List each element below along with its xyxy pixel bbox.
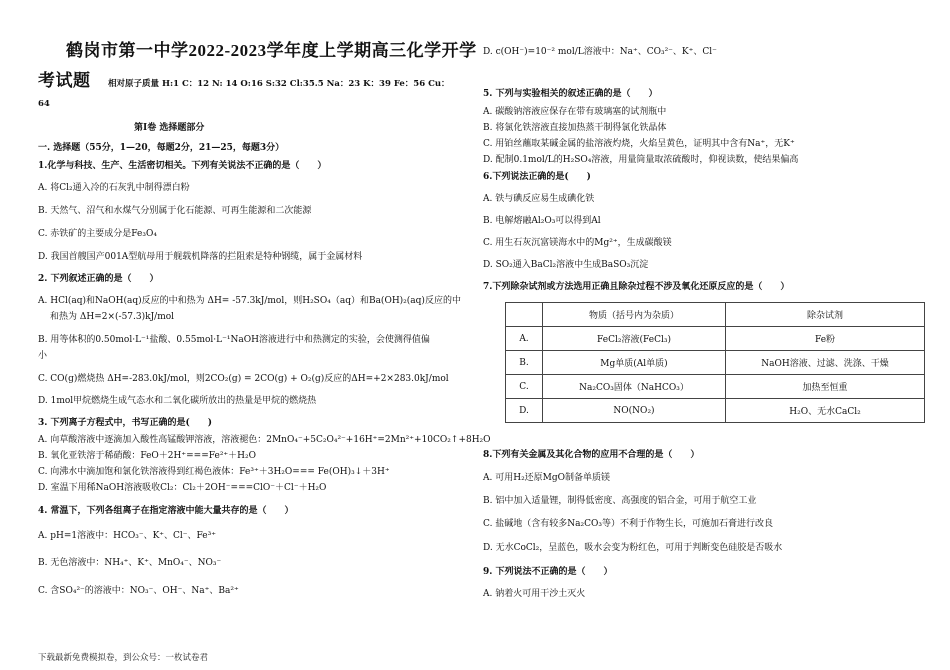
q4-option-b: B. 无色溶液中：NH₄⁺、K⁺、MnO₄⁻、NO₃⁻ <box>38 558 222 568</box>
question-5: 5. 下列与实验相关的叙述正确的是（ ） <box>483 89 658 99</box>
q2-option-b: B. 用等体积的0.50mol·L⁻¹盐酸、0.55mol·L⁻¹NaOH溶液进行中和热测定的实验，会使测得值偏 <box>38 335 430 345</box>
question-6: 6.下列说法正确的是( ) <box>483 172 591 182</box>
section-instruction: 一. 选择题（55分，1—20，每题2分，21—25，每题3分） <box>38 143 285 153</box>
exam-title-line1: 鹤岗市第一中学2022-2023学年度上学期高三化学开学 <box>66 41 477 60</box>
q2-option-a: A. HCl(aq)和NaOH(aq)反应的中和热为 ΔH= -57.3kJ/mol，则H₂SO₄（aq）和Ba(OH)₂(aq)反应的中 <box>38 296 461 306</box>
q2-option-b-cont: 小 <box>38 351 48 361</box>
q1-option-c: C. 赤铁矿的主要成分是Fe₃O₄ <box>38 229 157 239</box>
atomic-masses-cont: 64 <box>38 99 50 109</box>
table-header-row <box>506 303 925 327</box>
question-8: 8.下列有关金属及其化合物的应用不合理的是（ ） <box>483 450 700 460</box>
q4-option-a: A. pH=1溶液中：HCO₃⁻、K⁺、Cl⁻、Fe³⁺ <box>38 531 216 541</box>
table-cell: Mg单质(Al单质) <box>543 351 726 375</box>
table-cell: NO(NO₂) <box>543 399 726 423</box>
question-1: 1.化学与科技、生产、生活密切相关。下列有关说法不正确的是（ ） <box>38 161 327 171</box>
table-cell: C. <box>506 375 543 399</box>
q3-option-c: C. 向沸水中滴加饱和氯化铁溶液得到红褐色液体：Fe³⁺＋3H₂O=== Fe(OH)₃↓＋3H⁺ <box>38 467 390 477</box>
table-row <box>506 327 925 351</box>
q3-option-a: A. 向草酸溶液中逐滴加入酸性高锰酸钾溶液，溶液褪色：2MnO₄⁻+5C₂O₄²⁻+16H⁺=2Mn²⁺+10CO₂↑+8H₂O <box>38 435 491 445</box>
q5-option-d: D. 配制0.1mol/L的H₂SO₄溶液，用量筒量取浓硫酸时，仰视读数，使结果偏高 <box>483 155 799 165</box>
q2-option-c: C. CO(g)燃烧热 ΔH=-283.0kJ/mol，则2CO₂(g) = 2CO(g) + O₂(g)反应的ΔH=+2×283.0kJ/mol <box>38 374 449 384</box>
table-cell: D. <box>506 399 543 423</box>
q1-option-b: B. 天然气、沼气和水煤气分别属于化石能源、可再生能源和二次能源 <box>38 206 312 216</box>
table-cell: FeCl₂溶液(FeCl₃) <box>543 327 726 351</box>
q8-option-c: C. 盐碱地（含有较多Na₂CO₃等）不利于作物生长，可施加石膏进行改良 <box>483 519 774 529</box>
table-cell: Na₂CO₃固体（NaHCO₃） <box>543 375 726 399</box>
q9-option-a: A. 钠着火可用干沙土灭火 <box>483 589 586 599</box>
q8-option-d: D. 无水CoCl₂，呈蓝色，吸水会变为粉红色，可用于判断变色硅胶是否吸水 <box>483 543 783 553</box>
question-9: 9. 下列说法不正确的是（ ） <box>483 567 613 577</box>
table-cell: 加热至恒重 <box>726 375 925 399</box>
footer-note: 下载最新免费模拟卷，到公众号：一枚试卷君 <box>38 653 209 663</box>
q8-option-b: B. 铝中加入适量锂，制得低密度、高强度的铝合金，可用于航空工业 <box>483 496 757 506</box>
section-title: 第Ⅰ卷 选择题部分 <box>134 123 205 133</box>
table-header-cell: 物质（括号内为杂质） <box>543 303 726 327</box>
q2-option-a-cont: 和热为 ΔH=2×(-57.3)kJ/mol <box>50 312 175 322</box>
table-row <box>506 375 925 399</box>
q3-option-b: B. 氧化亚铁溶于稀硝酸：FeO＋2H⁺===Fe²⁺＋H₂O <box>38 451 257 461</box>
table-row <box>506 351 925 375</box>
table-header-cell <box>506 303 543 327</box>
q6-option-b: B. 电解熔融Al₂O₃可以得到Al <box>483 216 601 226</box>
question-2: 2. 下列叙述正确的是（ ） <box>38 274 159 284</box>
q5-option-c: C. 用铂丝蘸取某碱金属的盐溶液灼烧，火焰呈黄色，证明其中含有Na⁺，无K⁺ <box>483 139 795 149</box>
q1-option-d: D. 我国首艘国产001A型航母用于舰载机降落的拦阻索是特种钢缆，属于金属材料 <box>38 252 363 262</box>
table-cell: NaOH溶液、过滤、洗涤、干燥 <box>726 351 925 375</box>
question-4: 4. 常温下，下列各组离子在指定溶液中能大量共存的是（ ） <box>38 506 294 516</box>
question-7: 7.下列除杂试剂或方法选用正确且除杂过程不涉及氧化还原反应的是（ ） <box>483 282 790 292</box>
table-cell: H₂O、无水CaCl₂ <box>726 399 925 423</box>
q4-option-d: D. c(OH⁻)=10⁻² mol/L溶液中：Na⁺、CO₃²⁻、K⁺、Cl⁻ <box>483 47 717 57</box>
q6-option-d: D. SO₂通入BaCl₂溶液中生成BaSO₃沉淀 <box>483 260 649 270</box>
exam-title-line2: 考试题 <box>38 71 91 90</box>
table-row <box>506 399 925 423</box>
question-3: 3. 下列离子方程式中，书写正确的是( ) <box>38 418 213 428</box>
q3-option-d: D. 室温下用稀NaOH溶液吸收Cl₂：Cl₂＋2OH⁻===ClO⁻＋Cl⁻＋H₂O <box>38 483 327 493</box>
table-cell: A. <box>506 327 543 351</box>
table-cell: B. <box>506 351 543 375</box>
q6-option-c: C. 用生石灰沉富镁海水中的Mg²⁺，生成碳酸镁 <box>483 238 672 248</box>
q1-option-a: A. 将Cl₂通入冷的石灰乳中制得漂白粉 <box>38 183 190 193</box>
atomic-masses: 相对原子质量 H:1 C：12 N: 14 O:16 S:32 Cl:35.5 Na：23 K：39 Fe：56 Cu： <box>108 79 450 89</box>
table-cell: Fe粉 <box>726 327 925 351</box>
q8-option-a: A. 可用H₂还原MgO制备单质镁 <box>483 473 611 483</box>
impurity-removal-table <box>505 302 925 423</box>
q5-option-a: A. 碳酸钠溶液应保存在带有玻璃塞的试剂瓶中 <box>483 107 667 117</box>
table-header-cell: 除杂试剂 <box>726 303 925 327</box>
q6-option-a: A. 铁与碘反应易生成碘化铁 <box>483 194 595 204</box>
q5-option-b: B. 将氯化铁溶液直接加热蒸干制得氯化铁晶体 <box>483 123 667 133</box>
q2-option-d: D. 1mol甲烷燃烧生成气态水和二氧化碳所放出的热量是甲烷的燃烧热 <box>38 396 317 406</box>
q4-option-c: C. 含SO₄²⁻的溶液中：NO₃⁻、OH⁻、Na⁺、Ba²⁺ <box>38 586 239 596</box>
